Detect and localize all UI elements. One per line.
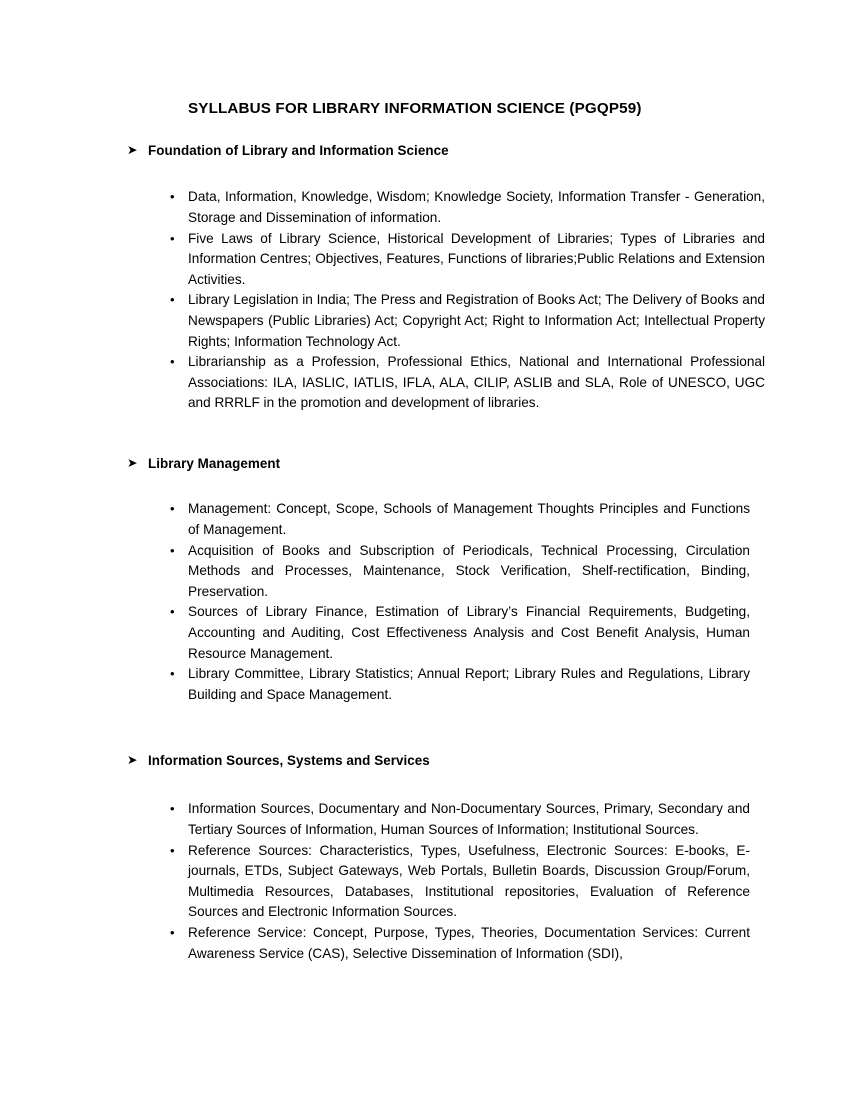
bullet-dot-icon: • bbox=[170, 666, 175, 682]
bullet-dot-icon: • bbox=[170, 542, 175, 558]
list-item-text: Librarianship as a Profession, Professional Ethics, National and International Professional Associations: ILA, IASLIC, IATLIS, IFLA, ALA, CILIP, ASLIB and SLA, Role of UNESCO, UGC and RRRLF in the promotion and development of libraries. bbox=[188, 354, 765, 411]
list-item-text: Reference Service: Concept, Purpose, Types, Theories, Documentation Services: Current Awareness Service (CAS), Selective Dissemination of Information (SDI), bbox=[188, 924, 750, 961]
list-item-text: Five Laws of Library Science, Historical Development of Libraries; Types of Libraries and Information Centres; Objectives, Features, Functions of libraries;Public Relations and Extension Activities. bbox=[188, 230, 765, 287]
bullet-dot-icon: • bbox=[170, 501, 175, 517]
section-foundation bbox=[0, 142, 850, 414]
section-heading bbox=[0, 142, 850, 159]
section-heading-label: Foundation of Library and Information Science bbox=[148, 143, 449, 158]
list-item-text: Acquisition of Books and Subscription of Periodicals, Technical Processing, Circulation Methods and Processes, Maintenance, Stock Verification, Shelf-rectification, Binding, Preservation. bbox=[188, 542, 750, 599]
list-item bbox=[0, 664, 850, 705]
list-item bbox=[0, 352, 850, 414]
bullet-dot-icon: • bbox=[170, 230, 175, 246]
bullet-list bbox=[0, 187, 850, 414]
list-item-text: Library Committee, Library Statistics; Annual Report; Library Rules and Regulations, Library Building and Space Management. bbox=[188, 666, 750, 702]
section-heading-label: Information Sources, Systems and Services bbox=[148, 753, 430, 768]
list-item bbox=[0, 229, 850, 291]
section-information-sources bbox=[0, 752, 850, 964]
bullet-dot-icon: • bbox=[170, 292, 175, 308]
section-heading-label: Library Management bbox=[148, 456, 281, 471]
bullet-dot-icon: • bbox=[170, 801, 175, 817]
bullet-dot-icon: • bbox=[170, 604, 175, 620]
arrow-marker-icon: ➤ bbox=[127, 753, 138, 767]
bullet-dot-icon: • bbox=[170, 354, 175, 370]
arrow-marker-icon: ➤ bbox=[127, 456, 138, 470]
bullet-dot-icon: • bbox=[170, 924, 175, 940]
list-item bbox=[0, 841, 850, 923]
list-item bbox=[0, 923, 850, 964]
section-heading bbox=[0, 752, 850, 769]
list-item-text: Data, Information, Knowledge, Wisdom; Knowledge Society, Information Transfer - Generation, Storage and Dissemination of information. bbox=[188, 189, 765, 226]
list-item bbox=[0, 187, 850, 228]
bullet-list bbox=[0, 799, 850, 964]
list-item bbox=[0, 541, 850, 603]
bullet-dot-icon: • bbox=[170, 189, 175, 205]
bullet-list bbox=[0, 499, 850, 705]
list-item bbox=[0, 499, 850, 540]
list-item-text: Reference Sources: Characteristics, Types, Usefulness, Electronic Sources: E-books, E-journals, ETDs, Subject Gateways, Web Portals, Bulletin Boards, Discussion Group/Forum, Multimedia Resources, Databases, Institutional repositories, Evaluation of Reference Sources and Electronic Information Sources. bbox=[188, 842, 750, 920]
list-item-text: Management: Concept, Scope, Schools of Management Thoughts Principles and Functions of Management. bbox=[188, 501, 750, 538]
list-item-text: Information Sources, Documentary and Non-Documentary Sources, Primary, Secondary and Tertiary Sources of Information, Human Sources of Information; Institutional Sources. bbox=[188, 801, 750, 838]
arrow-marker-icon: ➤ bbox=[127, 143, 138, 157]
list-item bbox=[0, 290, 850, 352]
list-item-text: Sources of Library Finance, Estimation of Library’s Financial Requirements, Budgeting, Accounting and Auditing, Cost Effectiveness Analysis and Cost Benefit Analysis, Human Resource Management. bbox=[188, 604, 750, 661]
section-heading bbox=[0, 455, 850, 472]
list-item bbox=[0, 799, 850, 840]
list-item bbox=[0, 602, 850, 664]
list-item-text: Library Legislation in India; The Press and Registration of Books Act; The Delivery of Books and Newspapers (Public Libraries) Act; Copyright Act; Right to Information Act; Intellectual Property Rights; Information Technology Act. bbox=[188, 292, 765, 349]
section-library-management bbox=[0, 455, 850, 705]
page-title: SYLLABUS FOR LIBRARY INFORMATION SCIENCE (PGQP59) bbox=[188, 100, 642, 117]
bullet-dot-icon: • bbox=[170, 842, 175, 858]
